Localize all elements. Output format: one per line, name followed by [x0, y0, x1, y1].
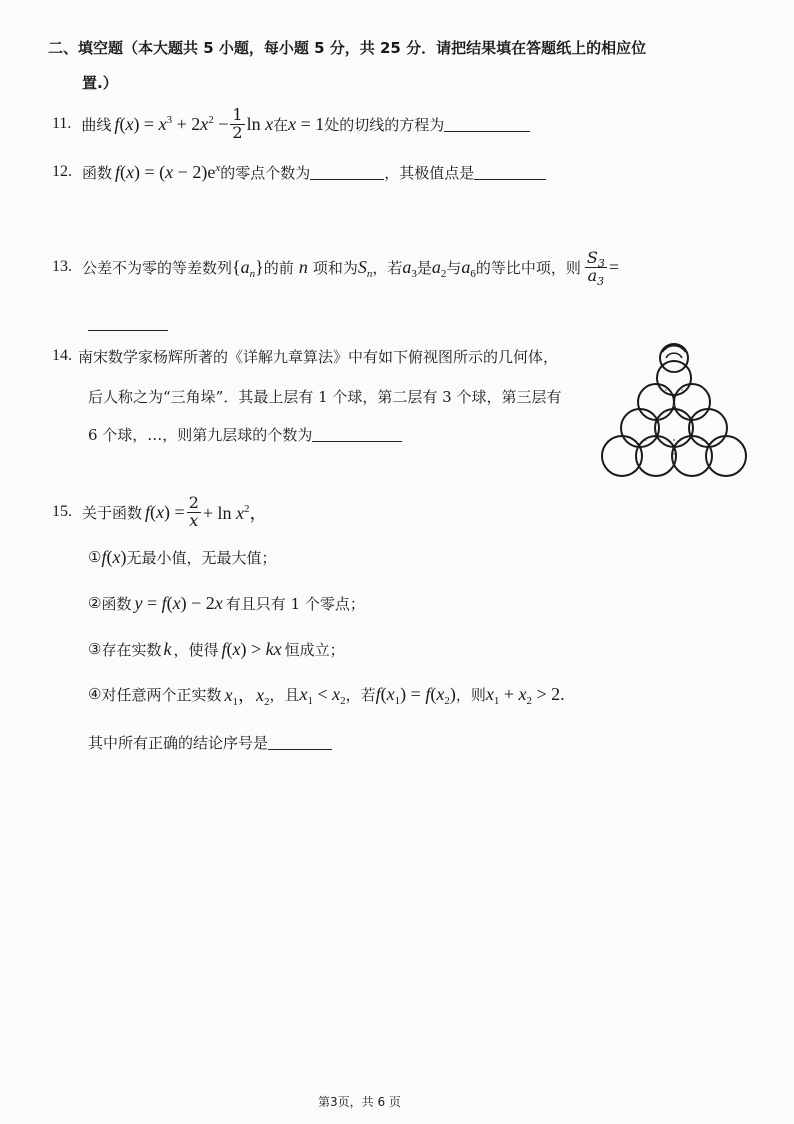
formula: f(x) = [145, 501, 185, 522]
question-text: 与 [446, 258, 462, 277]
question-number: 12. [52, 163, 72, 180]
question-number: 11. [52, 115, 72, 132]
question-14 [52, 343, 558, 369]
formula-n: n [298, 256, 308, 277]
formula-sn: $S_n$ [357, 256, 373, 280]
ball [689, 409, 727, 447]
formula-a6: $a_6$ [461, 256, 476, 280]
formula-eq: $f(x_1) = f(x_2)$ [375, 683, 456, 707]
ball-pile-figure [600, 336, 750, 486]
statement-text: 有且只有 1 个零点； [225, 594, 365, 613]
statement-marker: ④ [88, 685, 102, 703]
formula-x-eq-1: x = 1 [288, 113, 325, 134]
question-12 [52, 158, 546, 186]
statement-text: 对任意两个正实数 [101, 685, 222, 704]
question-text: 曲线 [81, 115, 112, 134]
question-15 [52, 490, 268, 534]
section-title-cont: 置.） [82, 74, 118, 92]
formula: y = f(x) − 2x [134, 592, 223, 613]
statement-text: 存在实数 [101, 640, 162, 659]
question-text: 的前 [263, 258, 294, 277]
statement-text: ，使得 [173, 640, 219, 659]
question-text: 是 [416, 258, 432, 277]
question-text: 在 [273, 115, 289, 134]
statement-marker: ③ [88, 640, 102, 658]
question-text: 6 个球，…，则第九层球的个数为 [88, 425, 313, 444]
statement-text: ，若 [345, 685, 376, 704]
question-14-line2: 后人称之为“三角垛”．其最上层有 1 个球，第二层有 3 个球，第三层有 [88, 388, 562, 406]
question-14-line3 [88, 422, 402, 446]
formula-x1: $x_1$，$x_2$ [224, 685, 270, 708]
fraction-s3-a3: $\frac{S_3}{a_3}$ [586, 247, 605, 288]
formula: f(x) > kx [221, 638, 282, 659]
formula-seq: $\{a_n\}$ [232, 256, 264, 280]
statement-text: ，且 [269, 685, 300, 704]
statement-4 [88, 680, 565, 708]
formula-a2: $a_2$ [431, 256, 447, 280]
fraction-2-over-x: $\frac{2}{x}$ [188, 492, 199, 530]
question-text: ，若 [372, 258, 403, 277]
ball [638, 384, 674, 420]
fraction-half: $\frac{1}{2}$ [232, 104, 243, 142]
question-text: 公差不为零的等差数列 [82, 258, 233, 277]
ball [621, 409, 659, 447]
answer-blank[interactable] [444, 117, 530, 132]
question-text: 关于函数 [82, 503, 143, 522]
section-title: 二、填空题（本大题共 5 小题，每小题 5 分，共 25 分．请把结果填在答题纸上的相应位 [48, 39, 647, 57]
page-footer: 第3页，共 6 页 [318, 1095, 401, 1109]
question-number: 15. [52, 503, 72, 520]
formula-equals: = [608, 256, 620, 277]
question-text: 的等比中项，则 [475, 258, 581, 277]
question-15-final [88, 730, 332, 754]
formula-a3: $a_3$ [402, 256, 417, 280]
formula: $f(x) = x^3 + 2x^2$ − [114, 113, 229, 134]
answer-blank[interactable] [310, 165, 384, 180]
question-text: 南宋数学家杨辉所著的《详解九章算法》中有如下俯视图所示的几何体， [78, 347, 559, 366]
answer-blank[interactable] [268, 735, 332, 750]
answer-blank[interactable] [88, 316, 168, 331]
statement-text: 函数 [101, 594, 132, 613]
formula-sum: $x_1 + x_2 > 2$. [485, 683, 565, 707]
ball [655, 409, 693, 447]
answer-blank[interactable] [312, 427, 402, 442]
statement-marker: ② [88, 594, 102, 612]
statement-text: 恒成立； [284, 640, 345, 659]
formula: f(x) [101, 546, 127, 567]
question-text: ，其极值点是 [384, 163, 475, 182]
formula-ln: ln x [246, 113, 274, 134]
statement-text: 无最小值，无最大值； [126, 548, 277, 567]
question-number: 13. [52, 258, 72, 275]
formula-ln-x2: + $\ln x^2$， [202, 503, 268, 523]
statement-3 [88, 636, 345, 662]
question-text: 其中所有正确的结论序号是 [88, 733, 269, 752]
ball [674, 384, 710, 420]
answer-blank[interactable] [474, 165, 546, 180]
question-number: 14. [52, 347, 72, 364]
question-text: 的零点个数为 [220, 163, 311, 182]
question-text: 项和为 [312, 258, 358, 277]
statement-2 [88, 590, 365, 616]
formula-k: k [163, 638, 172, 659]
statement-text: ，则 [455, 685, 486, 704]
question-13 [52, 244, 619, 290]
statement-1 [88, 544, 276, 570]
question-text: 函数 [82, 163, 113, 182]
statement-marker: ① [88, 548, 102, 566]
formula: $f(x) = (x - 2)e^x$ [115, 161, 221, 182]
formula-ineq: $x_1 < x_2$ [299, 683, 346, 707]
question-text: 处的切线的方程为 [324, 115, 445, 134]
question-11 [52, 104, 530, 144]
